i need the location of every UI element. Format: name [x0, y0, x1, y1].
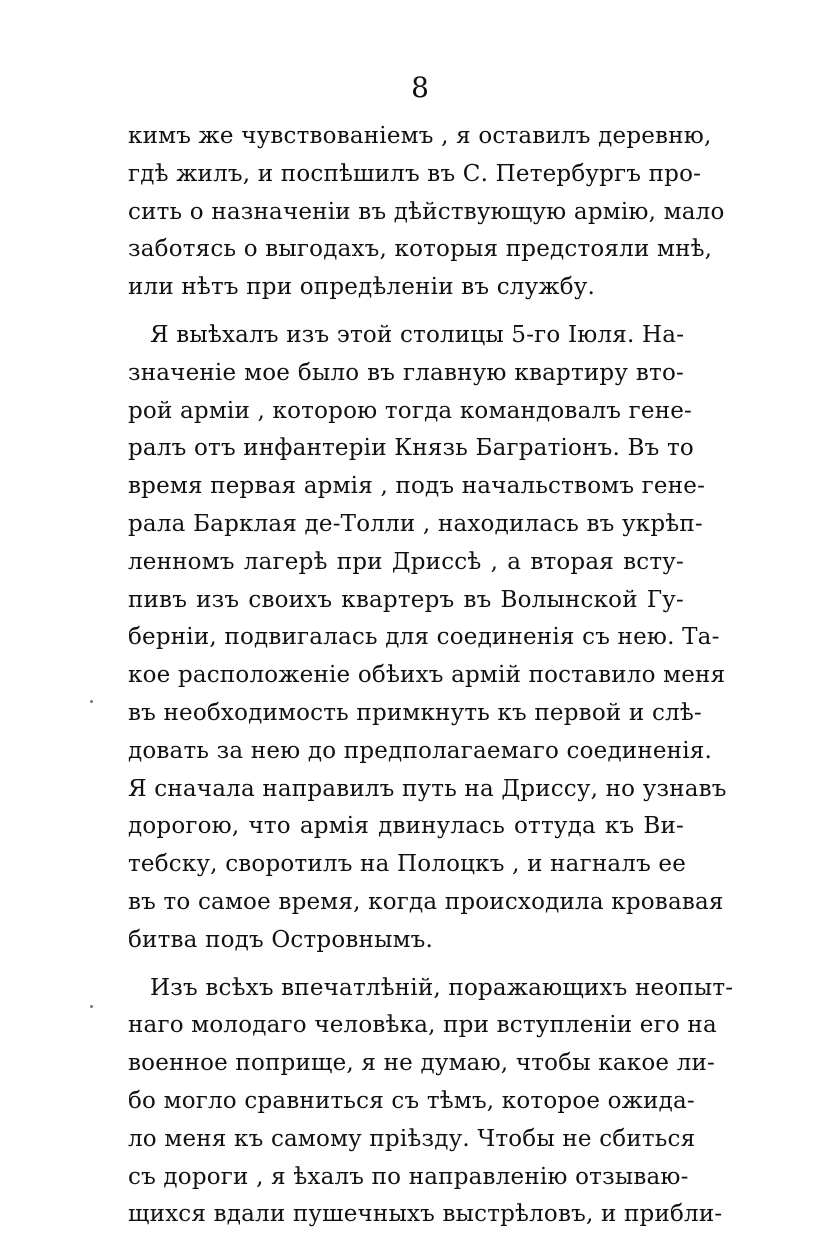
text-line: ло меня къ самому пріѣзду. Чтобы не сбиться [128, 1125, 696, 1152]
margin-speck [90, 700, 93, 703]
text-line: щихся вдали пушечныхъ выстрѣловъ, и прибли- [128, 1201, 723, 1228]
text-line: кое расположеніе обѣихъ армій поставило меня [128, 662, 726, 689]
text-line: пивъ изъ своихъ квартеръ въ Волынской Гу- [128, 586, 684, 613]
text-line: сить о назначеніи въ дѣйствующую армію, мало [128, 198, 725, 225]
text-line: значеніе мое было въ главную квартиру вто- [128, 359, 684, 386]
text-line: дорогою, что армія двинулась оттуда къ Ви- [128, 813, 684, 840]
text-line: берніи, подвигалась для соединенія съ нею. Та- [128, 624, 720, 651]
text-line: ленномъ лагерѣ при Дриссѣ , а вторая всту- [128, 548, 684, 575]
text-line: ралъ отъ инфантеріи Князь Багратіонъ. Въ то [128, 435, 694, 462]
text-line: или нѣтъ при опредѣленіи въ службу. [128, 274, 595, 301]
body-text [128, 118, 734, 1234]
text-line: гдѣ жилъ, и поспѣшилъ въ С. Петербургъ про- [128, 160, 702, 187]
text-line: наго молодаго человѣка, при вступленіи его на [128, 1012, 717, 1039]
text-line: Я выѣхалъ изъ этой столицы 5-го Іюля. На- [150, 321, 685, 348]
text-line: Я сначала направилъ путь на Дриссу, но узнавъ [128, 775, 727, 802]
margin-speck [90, 1005, 93, 1008]
text-line: довать за нею до предполагаемаго соединенія. [128, 737, 712, 764]
text-line: время первая армія , подъ начальствомъ гене- [128, 473, 706, 500]
page-number: 8 [411, 71, 429, 104]
text-line: заботясь о выгодахъ, которыя предстояли мнѣ, [128, 236, 713, 263]
text-line: въ необходимость примкнуть къ первой и слѣ- [128, 699, 702, 726]
text-line: въ то самое время, когда происходила кровавая [128, 888, 724, 915]
text-line: военное поприще, я не думаю, чтобы какое ли- [128, 1050, 716, 1077]
paragraph [128, 118, 725, 307]
text-line: рой арміи , которою тогда командовалъ гене- [128, 397, 693, 424]
paragraph [128, 317, 727, 960]
text-line: кимъ же чувствованіемъ , я оставилъ деревню, [128, 123, 712, 149]
paragraph [128, 970, 734, 1234]
text-line: битва подъ Островнымъ. [128, 926, 434, 953]
text-line: Изъ всѣхъ впечатлѣній, поражающихъ неопыт- [150, 974, 734, 1001]
text-line: съ дороги , я ѣхалъ по направленію отзываю- [128, 1163, 689, 1190]
text-line: рала Барклая де-Толли , находилась въ укрѣп- [128, 510, 703, 537]
text-line: бо могло сравниться съ тѣмъ, которое ожида- [128, 1087, 695, 1114]
text-line: тебску, своротилъ на Полоцкъ , и нагналъ ее [128, 851, 687, 878]
